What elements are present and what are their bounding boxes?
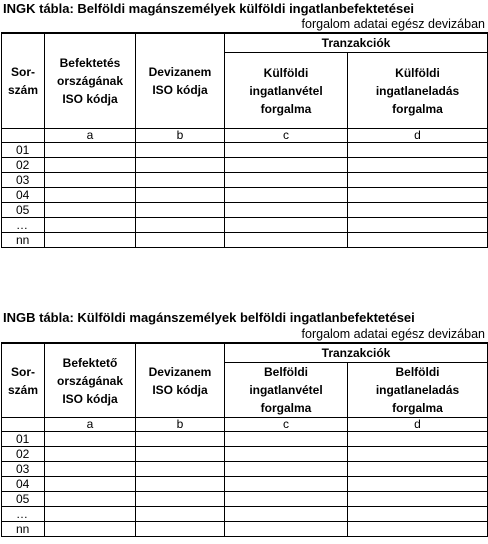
- column-letter-a: a: [45, 418, 136, 432]
- cell-b[interactable]: [136, 158, 225, 173]
- row-number: nn: [2, 522, 45, 537]
- table-row: [2, 507, 488, 522]
- table-row: [2, 432, 488, 447]
- table-row: [2, 233, 488, 248]
- header-serial-line1: Sor-: [11, 65, 35, 79]
- cell-d[interactable]: [348, 522, 488, 537]
- table-row: [2, 203, 488, 218]
- header-transactions: Tranzakciók: [225, 343, 488, 363]
- header-serial-line1: Sor-: [11, 364, 35, 379]
- row-number: 02: [2, 447, 45, 462]
- header-sale-line3: forgalma: [392, 401, 443, 415]
- header-purchase-line2: ingatlanvétel: [249, 83, 323, 98]
- cell-a[interactable]: [45, 432, 136, 447]
- cell-a[interactable]: [45, 218, 136, 233]
- header-country-line3: ISO kódja: [62, 391, 118, 406]
- row-number: 02: [2, 158, 45, 173]
- header-sale-line2: ingatlaneladás: [375, 83, 460, 98]
- cell-a[interactable]: [45, 173, 136, 188]
- letter-blank: [2, 418, 45, 432]
- header-transactions: Tranzakciók: [225, 33, 488, 53]
- table-row: [2, 173, 488, 188]
- header-currency-line1: Devizanem: [148, 364, 212, 379]
- ingk-table: [1, 32, 488, 248]
- cell-d[interactable]: [348, 158, 488, 173]
- cell-a[interactable]: [45, 143, 136, 158]
- cell-c[interactable]: [225, 477, 348, 492]
- column-letter-b: b: [136, 418, 225, 432]
- header-currency-line2: ISO kódja: [152, 382, 208, 397]
- header-currency-line2: ISO kódja: [152, 83, 208, 97]
- table-row: [2, 188, 488, 203]
- cell-d[interactable]: [348, 447, 488, 462]
- table-row: [2, 492, 488, 507]
- cell-b[interactable]: [136, 432, 225, 447]
- cell-d[interactable]: [348, 462, 488, 477]
- ingb-table-title: INGB tábla: Külföldi magánszemélyek belföldi ingatlanbefektetései: [3, 310, 415, 325]
- cell-a[interactable]: [45, 203, 136, 218]
- row-number: 04: [2, 188, 45, 203]
- header-sale-line3: forgalma: [392, 101, 443, 116]
- cell-c[interactable]: [225, 432, 348, 447]
- cell-a[interactable]: [45, 158, 136, 173]
- cell-d[interactable]: [348, 477, 488, 492]
- cell-c[interactable]: [225, 462, 348, 477]
- table-row: [2, 143, 488, 158]
- header-country-iso: [45, 343, 136, 418]
- row-number: 03: [2, 173, 45, 188]
- ingb-unit-note: forgalom adatai egész devizában: [301, 327, 485, 341]
- header-sale-line2: ingatlaneladás: [375, 383, 460, 397]
- header-purchase-line2: ingatlanvétel: [249, 383, 323, 397]
- cell-c[interactable]: [225, 203, 348, 218]
- row-number: …: [2, 218, 45, 233]
- header-serial-line2: szám: [7, 83, 39, 97]
- header-sale-line1: Külföldi: [395, 65, 440, 80]
- cell-b[interactable]: [136, 507, 225, 522]
- header-country-line3: ISO kódja: [62, 92, 118, 106]
- row-number: nn: [2, 233, 45, 248]
- header-purchase-line1: Belföldi: [264, 365, 308, 379]
- column-letter-c: c: [225, 129, 348, 143]
- ingb-table: [1, 342, 488, 537]
- cell-b[interactable]: [136, 447, 225, 462]
- cell-a[interactable]: [45, 233, 136, 248]
- cell-d[interactable]: [348, 492, 488, 507]
- header-purchase: [225, 363, 348, 418]
- table-row: [2, 158, 488, 173]
- row-number: 05: [2, 492, 45, 507]
- column-letter-d: d: [348, 129, 488, 143]
- ingk-unit-note: forgalom adatai egész devizában: [301, 17, 485, 31]
- header-currency-iso: [136, 33, 225, 129]
- cell-d[interactable]: [348, 173, 488, 188]
- row-number: 05: [2, 203, 45, 218]
- cell-b[interactable]: [136, 143, 225, 158]
- header-purchase: [225, 53, 348, 129]
- cell-d[interactable]: [348, 188, 488, 203]
- column-letter-b: b: [136, 129, 225, 143]
- letter-blank: [2, 129, 45, 143]
- cell-a[interactable]: [45, 492, 136, 507]
- table-row: [2, 462, 488, 477]
- header-country-line2: országának: [56, 74, 124, 88]
- cell-c[interactable]: [225, 188, 348, 203]
- header-serial-line2: szám: [7, 382, 39, 397]
- row-number: 04: [2, 477, 45, 492]
- cell-b[interactable]: [136, 218, 225, 233]
- cell-a[interactable]: [45, 462, 136, 477]
- cell-b[interactable]: [136, 173, 225, 188]
- row-number: …: [2, 507, 45, 522]
- header-purchase-line3: forgalma: [260, 401, 312, 415]
- cell-b[interactable]: [136, 203, 225, 218]
- cell-b[interactable]: [136, 233, 225, 248]
- header-sale: [348, 53, 488, 129]
- header-currency-line1: Devizanem: [148, 65, 212, 79]
- header-country-line1: Befektető: [62, 355, 118, 370]
- table-row: [2, 447, 488, 462]
- header-country-line2: országának: [56, 373, 124, 388]
- cell-c[interactable]: [225, 143, 348, 158]
- header-purchase-line1: Külföldi: [263, 65, 309, 80]
- cell-b[interactable]: [136, 492, 225, 507]
- cell-c[interactable]: [225, 218, 348, 233]
- table-row: [2, 477, 488, 492]
- cell-a[interactable]: [45, 507, 136, 522]
- column-letter-a: a: [45, 129, 136, 143]
- cell-d[interactable]: [348, 233, 488, 248]
- cell-d[interactable]: [348, 203, 488, 218]
- cell-d[interactable]: [348, 507, 488, 522]
- cell-c[interactable]: [225, 522, 348, 537]
- cell-a[interactable]: [45, 522, 136, 537]
- cell-b[interactable]: [136, 522, 225, 537]
- cell-a[interactable]: [45, 447, 136, 462]
- header-sale-line1: Belföldi: [395, 365, 440, 379]
- row-number: 01: [2, 432, 45, 447]
- row-number: 01: [2, 143, 45, 158]
- ingk-table-title: INGK tábla: Belföldi magánszemélyek külföldi ingatlanbefektetései: [3, 1, 415, 16]
- header-country-line1: Befektetés: [59, 56, 121, 70]
- cell-c[interactable]: [225, 158, 348, 173]
- cell-c[interactable]: [225, 233, 348, 248]
- cell-c[interactable]: [225, 173, 348, 188]
- header-currency-iso: [136, 343, 225, 418]
- cell-d[interactable]: [348, 218, 488, 233]
- row-number: 03: [2, 462, 45, 477]
- cell-d[interactable]: [348, 432, 488, 447]
- cell-c[interactable]: [225, 447, 348, 462]
- table-row: [2, 522, 488, 537]
- cell-c[interactable]: [225, 507, 348, 522]
- cell-b[interactable]: [136, 188, 225, 203]
- cell-a[interactable]: [45, 477, 136, 492]
- column-letter-d: d: [348, 418, 488, 432]
- header-sale: [348, 363, 488, 418]
- cell-a[interactable]: [45, 188, 136, 203]
- table-row: [2, 218, 488, 233]
- cell-d[interactable]: [348, 143, 488, 158]
- header-serial: [2, 343, 45, 418]
- cell-b[interactable]: [136, 462, 225, 477]
- header-country-iso: [45, 33, 136, 129]
- column-letter-c: c: [225, 418, 348, 432]
- cell-b[interactable]: [136, 477, 225, 492]
- header-serial: [2, 33, 45, 129]
- cell-c[interactable]: [225, 492, 348, 507]
- header-purchase-line3: forgalma: [260, 101, 312, 116]
